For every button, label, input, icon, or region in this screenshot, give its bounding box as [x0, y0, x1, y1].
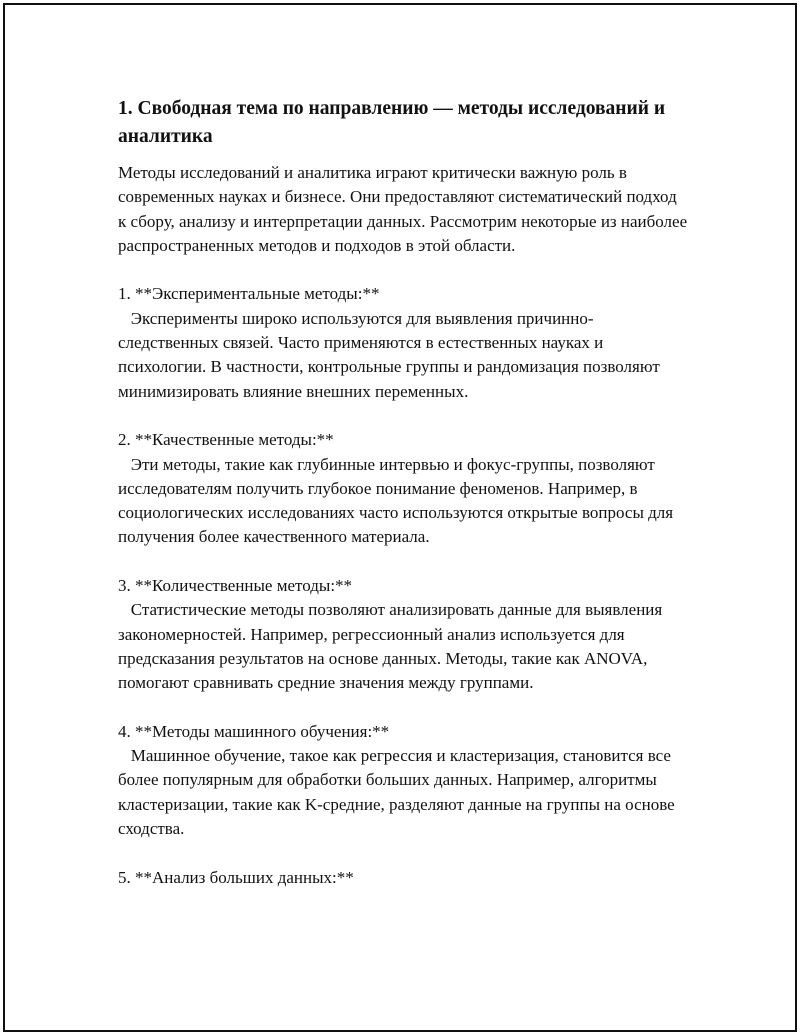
paragraph-gap	[118, 841, 688, 865]
document-heading: 1. Свободная тема по направлению — методы исследований и аналитика	[118, 98, 666, 147]
paragraph-gap	[118, 258, 688, 282]
section-body-2: Эти методы, такие как глубинные интервью и фокус-группы, позволяют исследователям получить глубокое понимание феноменов. Например, в социологических исследованиях часто используются открытые вопросы для получения более качественного материала.	[118, 454, 678, 547]
section-body-1: Эксперименты широко используются для выявления причинно-следственных связей. Часто применяются в естественных науках и психологии. В частности, контрольные группы и рандомизация позволяют минимизировать влияние внешних переменных.	[118, 308, 665, 401]
section-title-5: 5. **Анализ больших данных:**	[118, 867, 354, 887]
section-title-4: 4. **Методы машинного обучения:**	[118, 721, 390, 741]
section-body-3: Статистические методы позволяют анализировать данные для выявления закономерностей. Например, регрессионный анализ используется для предсказания результатов на основе данных. Методы, такие как ANOVA, помогают сравнивать средние значения между группами.	[118, 600, 667, 693]
paragraph-gap	[118, 550, 688, 574]
section-title-1: 1. **Экспериментальные методы:**	[118, 284, 380, 304]
intro-paragraph: Методы исследований и аналитика играют критически важную роль в современных науках и бизнесе. Они предоставляют систематический подход к сбору, анализу и интерпретации данных. Рассмотрим некоторые из наиболее распространенных методов и подходов в этой области.	[118, 163, 692, 255]
section-title-2: 2. **Качественные методы:**	[118, 430, 334, 450]
document-body	[118, 95, 692, 890]
section-title-3: 3. **Количественные методы:**	[118, 576, 353, 596]
section-body-4: Машинное обучение, такое как регрессия и кластеризация, становится все более популярным для обработки больших данных. Например, алгоритмы кластеризации, такие как K-средние, разделяют данные на группы на основе сходства.	[118, 746, 679, 839]
paragraph-gap	[118, 404, 688, 428]
paragraph-gap	[118, 696, 688, 720]
